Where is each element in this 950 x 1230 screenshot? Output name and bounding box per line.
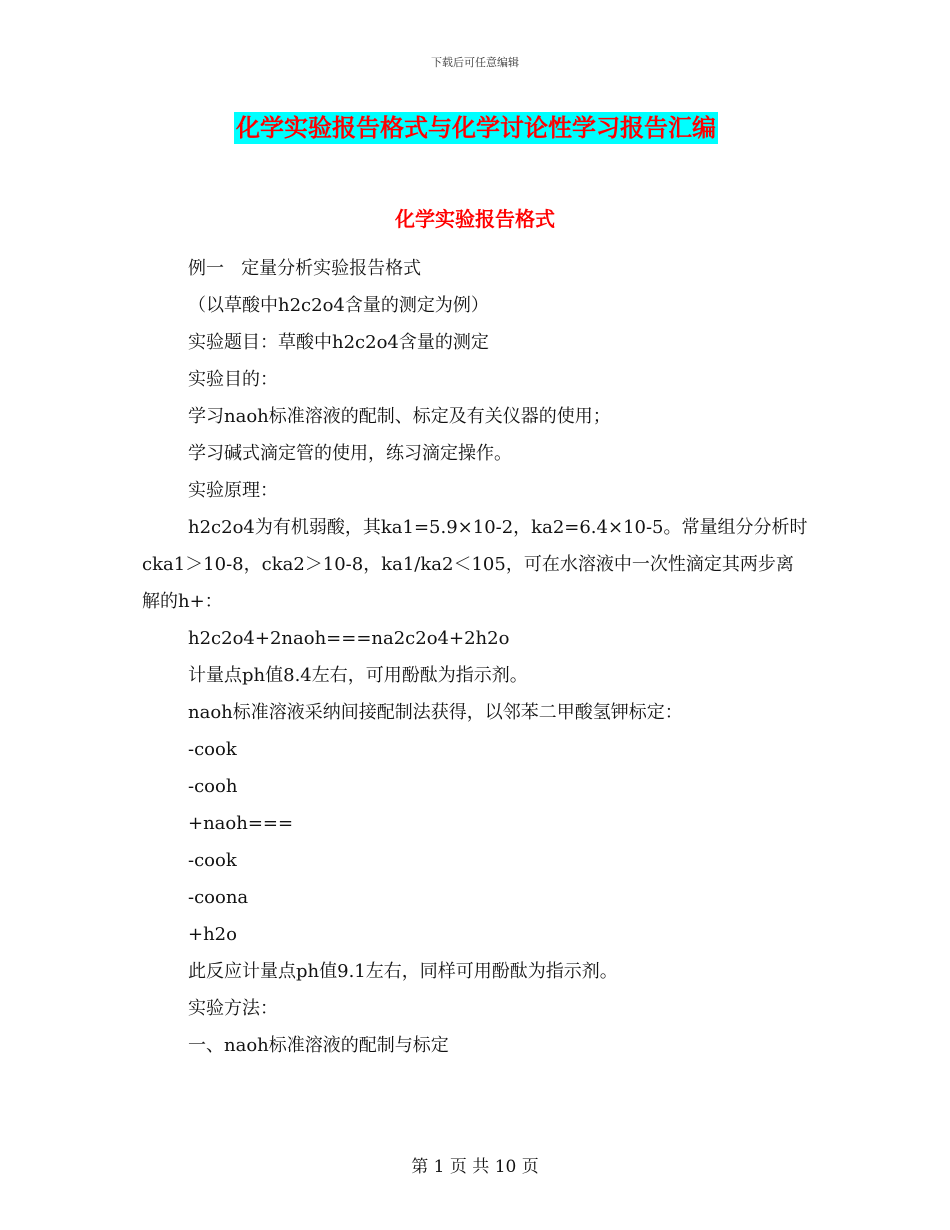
paragraph: -cook bbox=[188, 850, 237, 871]
paragraph: -coona bbox=[188, 887, 249, 908]
paragraph: 此反应计量点ph值9.1左右，同样可用酚酞为指示剂。 bbox=[188, 961, 618, 982]
paragraph: 实验题目：草酸中h2c2o4含量的测定 bbox=[188, 332, 489, 353]
paragraph: +naoh=== bbox=[188, 813, 294, 834]
paragraph: （以草酸中h2c2o4含量的测定为例） bbox=[188, 295, 489, 316]
page-header: 下载后可任意编辑 bbox=[431, 56, 519, 69]
paragraph: -cooh bbox=[188, 776, 238, 797]
section-title: 化学实验报告格式 bbox=[395, 207, 555, 231]
paragraph: naoh标准溶液采纳间接配制法获得，以邻苯二甲酸氢钾标定： bbox=[188, 702, 683, 723]
paragraph: 计量点ph值8.4左右，可用酚酞为指示剂。 bbox=[188, 665, 528, 686]
paragraph: 一、naoh标准溶液的配制与标定 bbox=[188, 1035, 449, 1056]
paragraph: 实验方法： bbox=[188, 998, 278, 1019]
paragraph: 例一 定量分析实验报告格式 bbox=[188, 258, 422, 279]
paragraph: -cook bbox=[188, 739, 237, 760]
paragraph: 学习碱式滴定管的使用，练习滴定操作。 bbox=[188, 443, 512, 464]
page-footer: 第 1 页 共 10 页 bbox=[411, 1157, 539, 1177]
paragraph: +h2o bbox=[188, 924, 237, 945]
paragraph: 实验目的： bbox=[188, 369, 278, 390]
document-body bbox=[142, 250, 810, 1064]
paragraph: 实验原理： bbox=[188, 480, 278, 501]
paragraph: 学习naoh标准溶液的配制、标定及有关仪器的使用； bbox=[188, 406, 611, 427]
paragraph: h2c2o4+2naoh===na2c2o4+2h2o bbox=[188, 628, 510, 649]
paragraph: h2c2o4为有机弱酸，其ka1=5.9×10-2，ka2=6.4×10-5。常量组分分析时cka1＞10-8，cka2＞10-8，ka1/ka2＜105，可在水溶液中一次性滴定其两步离解的h+： bbox=[142, 517, 808, 612]
document-title: 化学实验报告格式与化学讨论性学习报告汇编 bbox=[236, 113, 716, 142]
